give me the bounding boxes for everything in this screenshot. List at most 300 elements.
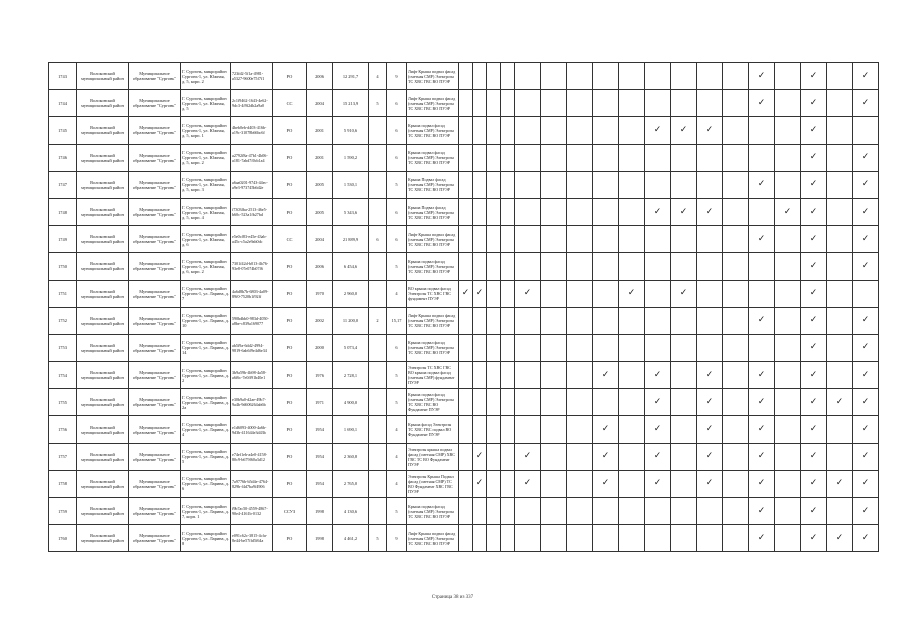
work-cell xyxy=(593,117,619,144)
district-name: Волоконский муниципальный район xyxy=(77,307,129,334)
work-cell xyxy=(723,498,749,525)
total-area: 4 130,6 xyxy=(333,498,369,525)
work-cell xyxy=(749,280,775,307)
work-cell xyxy=(541,144,567,171)
lift-count xyxy=(369,253,387,280)
row-number: 1760 xyxy=(49,525,77,552)
work-cell xyxy=(645,171,671,198)
wall-material: РО xyxy=(273,362,307,389)
work-cell xyxy=(541,63,567,90)
work-cell xyxy=(827,362,853,389)
work-cell xyxy=(501,470,515,497)
work-cell xyxy=(619,525,645,552)
floor-count: 4 xyxy=(387,470,407,497)
district-name: Волоконский муниципальный район xyxy=(77,117,129,144)
work-cell xyxy=(487,443,501,470)
wall-material: РО xyxy=(273,198,307,225)
work-cell xyxy=(541,117,567,144)
table-row xyxy=(49,253,879,280)
check-mark-icon: ✓ xyxy=(645,470,671,497)
works-list: Крыша фасад Электроэн ТС ХВС ГВС подвал ВО Фундамент ПУЭР xyxy=(407,416,459,443)
district-name: Волоконский муниципальный район xyxy=(77,280,129,307)
check-mark-icon: ✓ xyxy=(645,443,671,470)
lift-count xyxy=(369,280,387,307)
address: Г. Сургонь, микрорайон Сургонь-1, ул. Ларина, д. 7 xyxy=(181,280,231,307)
row-number: 1748 xyxy=(49,198,77,225)
address: Г. Сургонь, микрорайон Сургонь-1, ул. Ларина, д. 7, корп. 1 xyxy=(181,498,231,525)
work-cell xyxy=(501,90,515,117)
work-cell xyxy=(827,144,853,171)
check-mark-icon: ✓ xyxy=(749,307,775,334)
work-cell xyxy=(697,144,723,171)
work-cell xyxy=(459,226,473,253)
row-number: 1758 xyxy=(49,470,77,497)
work-cell xyxy=(853,280,879,307)
table-row xyxy=(49,144,879,171)
works-list: Крыша Подвал фасад (сметная СМР) Электроэн ТС ХВС ГВС ВО ПУЭР xyxy=(407,171,459,198)
check-mark-icon: ✓ xyxy=(853,443,879,470)
work-cell xyxy=(619,498,645,525)
work-cell xyxy=(671,362,697,389)
floor-count: 9 xyxy=(387,63,407,90)
work-cell xyxy=(697,63,723,90)
work-cell xyxy=(487,498,501,525)
work-cell xyxy=(501,253,515,280)
work-cell xyxy=(515,334,541,361)
check-mark-icon: ✓ xyxy=(749,443,775,470)
lift-count xyxy=(369,144,387,171)
check-mark-icon: ✓ xyxy=(749,498,775,525)
work-cell xyxy=(671,498,697,525)
work-cell xyxy=(473,63,487,90)
work-cell xyxy=(515,416,541,443)
work-cell xyxy=(697,226,723,253)
table-row xyxy=(49,171,879,198)
wall-material: РО xyxy=(273,253,307,280)
row-number: 1750 xyxy=(49,253,77,280)
check-mark-icon: ✓ xyxy=(697,389,723,416)
check-mark-icon: ✓ xyxy=(645,416,671,443)
work-cell xyxy=(501,416,515,443)
check-mark-icon: ✓ xyxy=(801,525,827,552)
build-year: 2005 xyxy=(307,171,333,198)
work-cell xyxy=(749,144,775,171)
work-cell xyxy=(501,144,515,171)
work-cell xyxy=(775,226,801,253)
table-row xyxy=(49,416,879,443)
work-cell xyxy=(827,498,853,525)
wall-material: РО xyxy=(273,525,307,552)
work-cell xyxy=(515,198,541,225)
table-row xyxy=(49,307,879,334)
work-cell xyxy=(459,253,473,280)
work-cell xyxy=(473,389,487,416)
table-row xyxy=(49,334,879,361)
total-area: 4 461,2 xyxy=(333,525,369,552)
work-cell xyxy=(645,307,671,334)
work-cell xyxy=(501,498,515,525)
total-area: 5 910,6 xyxy=(333,117,369,144)
row-number: 1743 xyxy=(49,63,77,90)
work-cell xyxy=(775,443,801,470)
check-mark-icon: ✓ xyxy=(801,334,827,361)
register-sheet xyxy=(48,62,870,552)
address: Г. Сургонь, микрорайон Сургонь-1, ул. Ларина, д. 6 xyxy=(181,470,231,497)
row-number: 1749 xyxy=(49,226,77,253)
build-year: 2002 xyxy=(307,307,333,334)
work-cell xyxy=(515,362,541,389)
build-year: 2006 xyxy=(307,63,333,90)
check-mark-icon: ✓ xyxy=(697,362,723,389)
work-cell xyxy=(487,90,501,117)
municipality-name: Муниципальное образование "Сургонь" xyxy=(129,334,181,361)
check-mark-icon: ✓ xyxy=(801,443,827,470)
district-name: Волоконский муниципальный район xyxy=(77,498,129,525)
work-cell xyxy=(723,253,749,280)
build-year: 2006 xyxy=(307,253,333,280)
check-mark-icon: ✓ xyxy=(473,470,487,497)
works-list: Лифт Крыша подвал фасад (сметная СМР) Электроэн ТС ХВС ГВС ВО ПУЭР xyxy=(407,90,459,117)
work-cell xyxy=(775,389,801,416)
work-cell xyxy=(501,362,515,389)
work-cell xyxy=(775,334,801,361)
house-guid: e74ef1eb-a4e0-4158-80c9-b679f60a3d12 xyxy=(231,443,273,470)
district-name: Волоконский муниципальный район xyxy=(77,470,129,497)
work-cell xyxy=(671,171,697,198)
work-cell xyxy=(473,362,487,389)
table-row xyxy=(49,90,879,117)
work-cell xyxy=(775,144,801,171)
work-cell xyxy=(593,226,619,253)
work-cell xyxy=(567,498,593,525)
work-cell xyxy=(567,117,593,144)
row-number: 1746 xyxy=(49,144,77,171)
check-mark-icon: ✓ xyxy=(619,280,645,307)
check-mark-icon: ✓ xyxy=(749,171,775,198)
work-cell xyxy=(827,90,853,117)
work-cell xyxy=(671,90,697,117)
work-cell xyxy=(645,226,671,253)
work-cell xyxy=(619,307,645,334)
municipality-name: Муниципальное образование "Сургонь" xyxy=(129,280,181,307)
work-cell xyxy=(459,117,473,144)
work-cell xyxy=(473,498,487,525)
work-cell xyxy=(541,280,567,307)
check-mark-icon: ✓ xyxy=(853,498,879,525)
row-number: 1754 xyxy=(49,362,77,389)
work-cell xyxy=(775,280,801,307)
wall-material: РО xyxy=(273,416,307,443)
check-mark-icon: ✓ xyxy=(853,362,879,389)
work-cell xyxy=(619,90,645,117)
work-cell xyxy=(593,334,619,361)
work-cell xyxy=(473,334,487,361)
house-guid: f9b7ac50-4559-4867-90e4-4161b-0132 xyxy=(231,498,273,525)
work-cell xyxy=(541,171,567,198)
municipality-name: Муниципальное образование "Сургонь" xyxy=(129,362,181,389)
work-cell xyxy=(473,90,487,117)
check-mark-icon: ✓ xyxy=(853,198,879,225)
work-cell xyxy=(459,443,473,470)
work-cell xyxy=(487,470,501,497)
work-cell xyxy=(645,63,671,90)
work-cell xyxy=(593,63,619,90)
check-mark-icon: ✓ xyxy=(801,498,827,525)
work-cell xyxy=(459,63,473,90)
work-cell xyxy=(723,144,749,171)
work-cell xyxy=(723,198,749,225)
lift-count xyxy=(369,198,387,225)
work-cell xyxy=(645,90,671,117)
check-mark-icon: ✓ xyxy=(853,226,879,253)
check-mark-icon: ✓ xyxy=(853,307,879,334)
work-cell xyxy=(723,362,749,389)
work-cell xyxy=(567,90,593,117)
works-list: Электроэн крыша подвал фасад (сметная СМР) ХВС ГВС ТС ВО Фундамент ПУЭР xyxy=(407,443,459,470)
municipality-name: Муниципальное образование "Сургонь" xyxy=(129,226,181,253)
district-name: Волоконский муниципальный район xyxy=(77,334,129,361)
work-cell xyxy=(671,307,697,334)
total-area: 4 900,0 xyxy=(333,389,369,416)
house-guid: 4beb0eb-d403-416b-a19c-31078b66bc6f xyxy=(231,117,273,144)
row-number: 1747 xyxy=(49,171,77,198)
work-cell xyxy=(515,307,541,334)
check-mark-icon: ✓ xyxy=(853,253,879,280)
district-name: Волоконский муниципальный район xyxy=(77,362,129,389)
work-cell xyxy=(619,362,645,389)
wall-material: РО xyxy=(273,470,307,497)
work-cell xyxy=(473,525,487,552)
build-year: 1998 xyxy=(307,498,333,525)
work-cell xyxy=(645,334,671,361)
work-cell xyxy=(593,171,619,198)
floor-count: 5 xyxy=(387,171,407,198)
floor-count: 6 xyxy=(387,334,407,361)
work-cell xyxy=(459,362,473,389)
municipality-name: Муниципальное образование "Сургонь" xyxy=(129,63,181,90)
address: Г. Сургонь, микрорайон Сургонь-1, ул. Ларина, д. 4 xyxy=(181,416,231,443)
check-mark-icon: ✓ xyxy=(853,90,879,117)
work-cell xyxy=(567,416,593,443)
address: Г. Сургонь, микрорайон Сургонь-1, ул. Ларина, д. 10 xyxy=(181,307,231,334)
check-mark-icon: ✓ xyxy=(801,307,827,334)
build-year: 1954 xyxy=(307,443,333,470)
work-cell xyxy=(567,144,593,171)
table-row xyxy=(49,198,879,225)
check-mark-icon: ✓ xyxy=(749,470,775,497)
work-cell xyxy=(775,470,801,497)
total-area: 2 360,8 xyxy=(333,443,369,470)
lift-count: 4 xyxy=(369,63,387,90)
total-area: 1 530,1 xyxy=(333,171,369,198)
work-cell xyxy=(487,307,501,334)
work-cell xyxy=(501,198,515,225)
total-area: 2 960,0 xyxy=(333,280,369,307)
work-cell xyxy=(487,253,501,280)
work-cell xyxy=(501,280,515,307)
work-cell xyxy=(827,226,853,253)
work-cell xyxy=(473,307,487,334)
work-cell xyxy=(501,117,515,144)
check-mark-icon: ✓ xyxy=(671,117,697,144)
check-mark-icon: ✓ xyxy=(697,443,723,470)
district-name: Волоконский муниципальный район xyxy=(77,198,129,225)
check-mark-icon: ✓ xyxy=(697,470,723,497)
work-cell xyxy=(723,334,749,361)
work-cell xyxy=(697,307,723,334)
check-mark-icon: ✓ xyxy=(853,171,879,198)
wall-material: РО xyxy=(273,334,307,361)
check-mark-icon: ✓ xyxy=(515,443,541,470)
district-name: Волоконский муниципальный район xyxy=(77,443,129,470)
work-cell xyxy=(487,63,501,90)
check-mark-icon: ✓ xyxy=(697,198,723,225)
table-row xyxy=(49,470,879,497)
work-cell xyxy=(541,334,567,361)
register-rows xyxy=(49,63,879,552)
work-cell xyxy=(645,253,671,280)
work-cell xyxy=(567,253,593,280)
work-cell xyxy=(593,307,619,334)
works-list: Крыша подвал фасад (сметная СМР) Электроэн ТС ХВС ГВС ВО ПУЭР xyxy=(407,253,459,280)
work-cell xyxy=(723,63,749,90)
work-cell xyxy=(671,389,697,416)
work-cell xyxy=(487,144,501,171)
row-number: 1752 xyxy=(49,307,77,334)
work-cell xyxy=(619,416,645,443)
work-cell xyxy=(827,117,853,144)
check-mark-icon: ✓ xyxy=(853,416,879,443)
work-cell xyxy=(671,334,697,361)
work-cell xyxy=(487,416,501,443)
address: Г. Сургонь, микрорайон Сургонь-1, ул. Южная, д. 5 xyxy=(181,90,231,117)
check-mark-icon: ✓ xyxy=(593,416,619,443)
work-cell xyxy=(827,280,853,307)
municipality-name: Муниципальное образование "Сургонь" xyxy=(129,117,181,144)
work-cell xyxy=(645,144,671,171)
work-cell xyxy=(775,362,801,389)
work-cell xyxy=(567,63,593,90)
works-list: Лифт Крыша подвал фасад (сметная СМР) Электроэн ТС ХВС ГВС ВО ПУЭР xyxy=(407,226,459,253)
work-cell xyxy=(459,470,473,497)
work-cell xyxy=(697,171,723,198)
work-cell xyxy=(473,144,487,171)
house-guid: e1d6093-4000-4a6b-9d3b-411644e3d43b xyxy=(231,416,273,443)
build-year: 2004 xyxy=(307,90,333,117)
work-cell xyxy=(619,226,645,253)
check-mark-icon: ✓ xyxy=(645,117,671,144)
check-mark-icon: ✓ xyxy=(827,525,853,552)
check-mark-icon: ✓ xyxy=(801,90,827,117)
work-cell xyxy=(593,389,619,416)
work-cell xyxy=(567,280,593,307)
work-cell xyxy=(501,389,515,416)
check-mark-icon: ✓ xyxy=(853,525,879,552)
work-cell xyxy=(515,171,541,198)
municipality-name: Муниципальное образование "Сургонь" xyxy=(129,389,181,416)
check-mark-icon: ✓ xyxy=(801,198,827,225)
district-name: Волоконский муниципальный район xyxy=(77,253,129,280)
work-cell xyxy=(487,525,501,552)
house-guid: 3b9a59b-4b98-4a58-a6f6c-7e0ff91b40e1 xyxy=(231,362,273,389)
check-mark-icon: ✓ xyxy=(473,443,487,470)
district-name: Волоконский муниципальный район xyxy=(77,90,129,117)
build-year: 1954 xyxy=(307,470,333,497)
check-mark-icon: ✓ xyxy=(853,63,879,90)
work-cell xyxy=(723,307,749,334)
build-year: 1971 xyxy=(307,389,333,416)
address: Г. Сургонь, микрорайон Сургонь-1, ул. Ларина, д. 2а xyxy=(181,389,231,416)
works-list: Лифт Крыша подвал фасад (сметная СМР) Электроэн ТС ХВС ГВС ВО ПУЭР xyxy=(407,63,459,90)
work-cell xyxy=(827,63,853,90)
work-cell xyxy=(723,525,749,552)
wall-material: РО xyxy=(273,63,307,90)
house-guid: e091c62c-3815-4cfa-8e44-be57ffd5f64a xyxy=(231,525,273,552)
build-year: 2001 xyxy=(307,117,333,144)
work-cell xyxy=(775,253,801,280)
floor-count: 6 xyxy=(387,144,407,171)
work-cell xyxy=(473,171,487,198)
build-year: 2005 xyxy=(307,198,333,225)
check-mark-icon: ✓ xyxy=(697,416,723,443)
check-mark-icon: ✓ xyxy=(593,470,619,497)
work-cell xyxy=(671,443,697,470)
work-cell xyxy=(723,280,749,307)
work-cell xyxy=(515,389,541,416)
work-cell xyxy=(697,525,723,552)
house-guid: 2c1f9462-1643-4e62-9dc3-4f9f2db2a9a0 xyxy=(231,90,273,117)
check-mark-icon: ✓ xyxy=(775,198,801,225)
total-area: 1 690,1 xyxy=(333,416,369,443)
house-guid: 723fd2-5f1a-4981-a5327-9600e75f7f1 xyxy=(231,63,273,90)
wall-material: РО xyxy=(273,171,307,198)
work-cell xyxy=(459,334,473,361)
works-list: Крыша подвал фасад (сметная СМР) Электроэн ТС ХВС ГВС ВО ПУЭР xyxy=(407,144,459,171)
work-cell xyxy=(827,253,853,280)
work-cell xyxy=(671,416,697,443)
address: Г. Сургонь, микрорайон Сургонь-1, ул. Южная, д. 5, корп. 2 xyxy=(181,144,231,171)
work-cell xyxy=(515,498,541,525)
work-cell xyxy=(567,525,593,552)
work-cell xyxy=(723,389,749,416)
check-mark-icon: ✓ xyxy=(459,280,473,307)
works-list: ВО крыша подвал фасад Электроэн ТС ХВС ГВС фундамент ПУЭР xyxy=(407,280,459,307)
check-mark-icon: ✓ xyxy=(593,443,619,470)
work-cell xyxy=(541,416,567,443)
build-year: 2004 xyxy=(307,226,333,253)
work-cell xyxy=(473,416,487,443)
work-cell xyxy=(515,144,541,171)
total-area: 21 889,9 xyxy=(333,226,369,253)
work-cell xyxy=(501,525,515,552)
wall-material: РО xyxy=(273,144,307,171)
work-cell xyxy=(619,443,645,470)
work-cell xyxy=(501,63,515,90)
work-cell xyxy=(567,389,593,416)
lift-count xyxy=(369,389,387,416)
check-mark-icon: ✓ xyxy=(801,144,827,171)
check-mark-icon: ✓ xyxy=(827,389,853,416)
work-cell xyxy=(619,253,645,280)
wall-material: РО xyxy=(273,280,307,307)
check-mark-icon: ✓ xyxy=(645,198,671,225)
check-mark-icon: ✓ xyxy=(749,63,775,90)
housing-register-table xyxy=(48,62,879,552)
work-cell xyxy=(501,307,515,334)
total-area: 2 765,0 xyxy=(333,470,369,497)
address: Г. Сургонь, микрорайон Сургонь-1, ул. Ларина, д. 5 xyxy=(181,443,231,470)
floor-count: 5 xyxy=(387,498,407,525)
